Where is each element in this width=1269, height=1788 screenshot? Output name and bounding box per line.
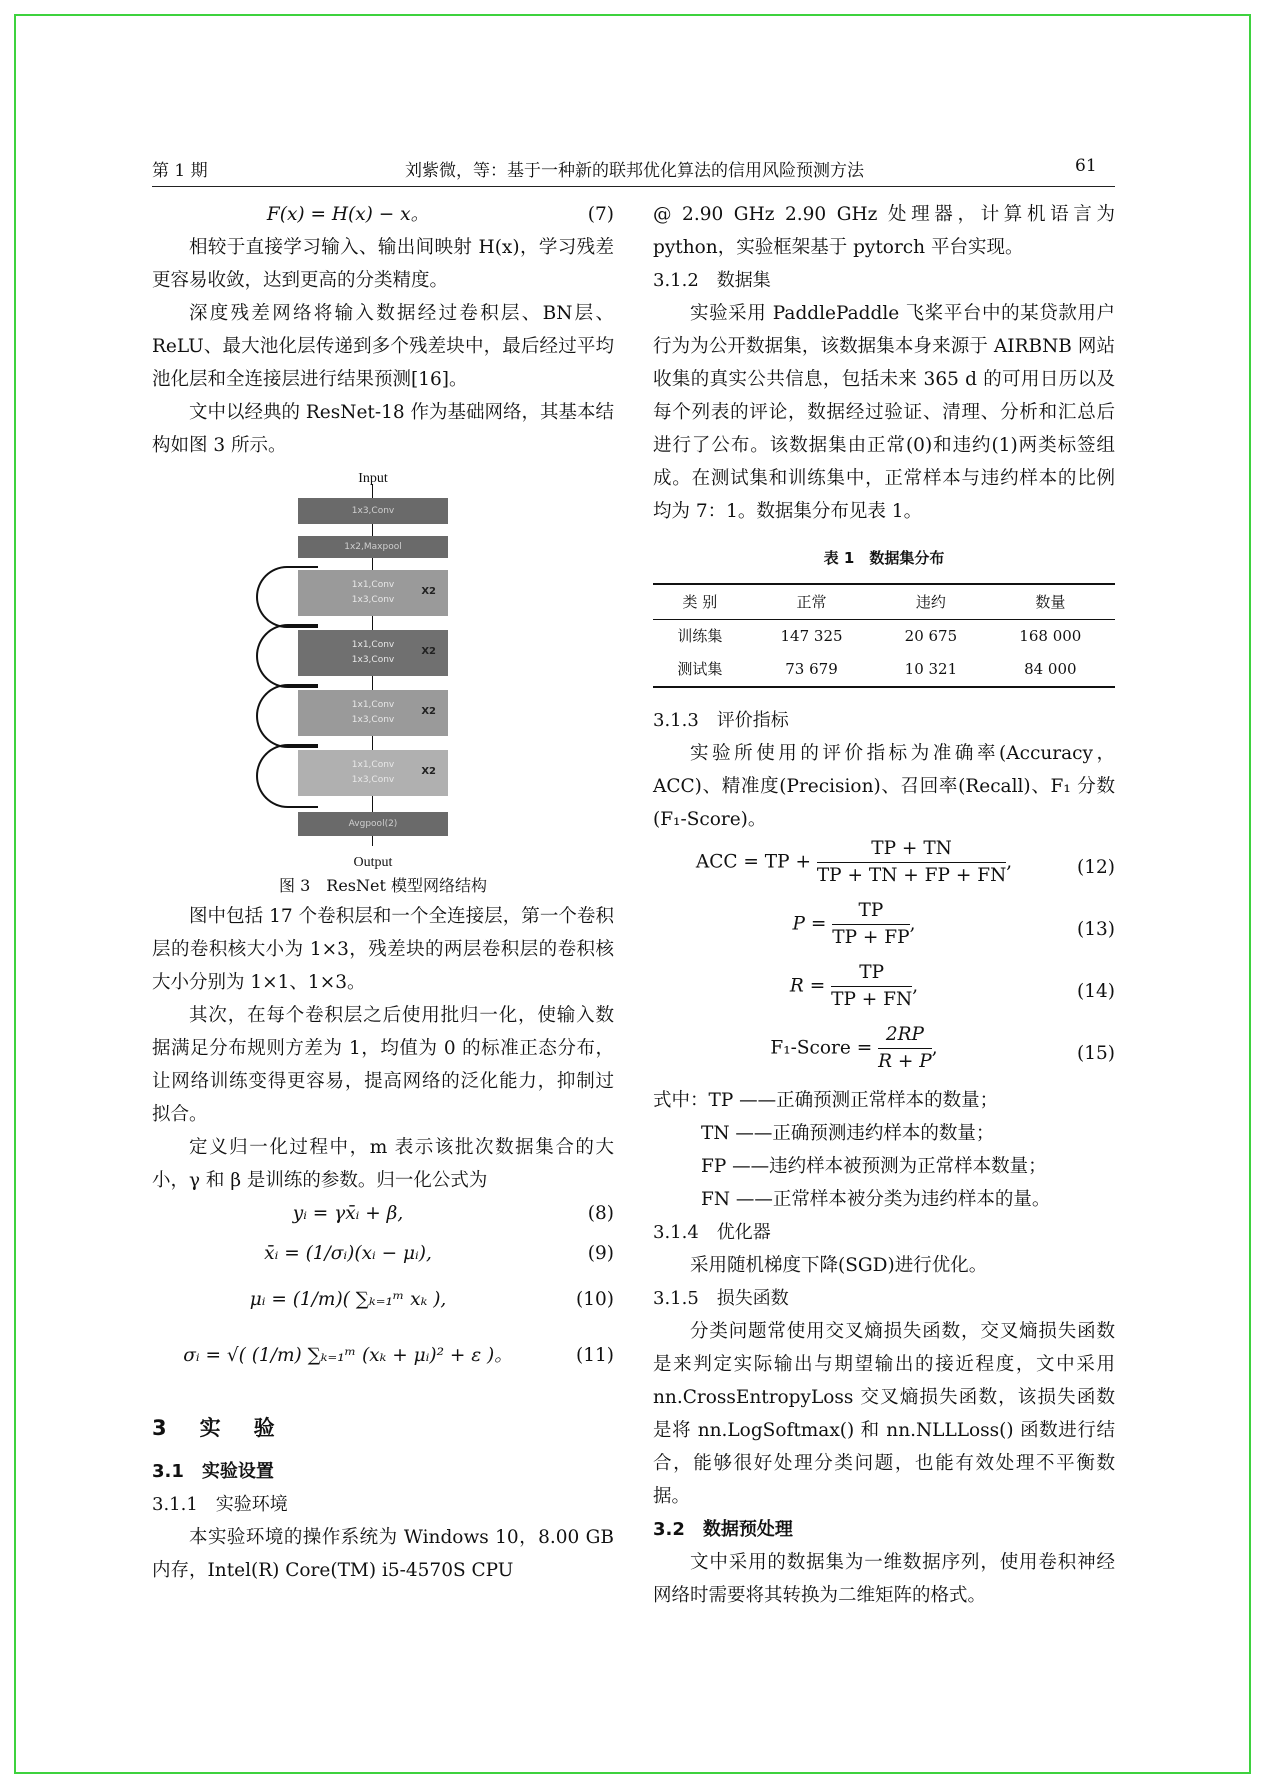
repeat-label: X2 bbox=[421, 646, 436, 657]
table-cell: 84 000 bbox=[986, 653, 1115, 687]
residual-block-4 bbox=[298, 750, 448, 796]
arrow bbox=[372, 524, 373, 536]
paragraph: @ 2.90 GHz 2.90 GHz 处理器，计算机语言为 python，实验框架基于 pytorch 平台实现。 bbox=[653, 204, 1115, 258]
table-row bbox=[653, 653, 1115, 687]
paragraph: 深度残差网络将输入数据经过卷积层、BN层、ReLU、最大池化层传递到多个残差块中，最后经过平均池化层和全连接层进行结果预测[16]。 bbox=[152, 303, 614, 390]
arrow bbox=[372, 796, 373, 812]
paragraph: 文中采用的数据集为一维数据序列，使用卷积神经网络时需要将其转换为二维矩阵的格式。 bbox=[653, 1552, 1115, 1606]
equation-7-number: (7) bbox=[587, 204, 614, 225]
section-3-2-heading: 3.2 数据预处理 bbox=[653, 1519, 793, 1540]
paragraph: 其次，在每个卷积层之后使用批归一化，使输入数据满足分布规则方差为 1，均值为 0 的标准正态分布，让网络训练变得更容易，提高网络的泛化能力，抑制过拟合。 bbox=[152, 1005, 614, 1125]
header-issue: 第 1 期 bbox=[152, 161, 208, 181]
equation-13-number: (13) bbox=[1077, 919, 1115, 940]
maxpool-block: 1x2,Maxpool bbox=[298, 536, 448, 558]
definition-fp: FP ——违约样本被预测为正常样本数量； bbox=[701, 1156, 1047, 1177]
repeat-label: X2 bbox=[421, 766, 436, 777]
equation-15-number: (15) bbox=[1077, 1043, 1115, 1064]
paragraph: 文中以经典的 ResNet-18 作为基础网络，其基本结构如图 3 所示。 bbox=[152, 402, 614, 456]
fraction-numerator: TP bbox=[832, 898, 909, 925]
fraction-denominator: R + P bbox=[878, 1051, 932, 1072]
arrow bbox=[372, 558, 373, 570]
figure-3-resnet-diagram bbox=[152, 462, 614, 872]
table-header-cell: 正常 bbox=[747, 584, 876, 620]
paragraph: 图中包括 17 个卷积层和一个全连接层，第一个卷积层的卷积核大小为 1×3，残差块的两层卷积层的卷积核大小分别为 1×1、1×3。 bbox=[152, 906, 614, 993]
equation-12-number: (12) bbox=[1077, 857, 1115, 878]
equation-10-number: (10) bbox=[576, 1289, 614, 1310]
equation-lhs: ACC = TP + bbox=[695, 851, 811, 873]
table-cell: 147 325 bbox=[780, 627, 843, 645]
equation-8 bbox=[152, 1197, 614, 1230]
table-header-cell: 数量 bbox=[986, 584, 1115, 620]
equation-7-text: F(x) = H(x) − x。 bbox=[266, 204, 430, 225]
definition-tn: TN ——正确预测违约样本的数量； bbox=[701, 1123, 995, 1144]
residual-block-label: 1x1,Conv 1x3,Conv bbox=[351, 760, 395, 785]
equation-9-number: (9) bbox=[587, 1243, 614, 1264]
conv-block: 1x3,Conv bbox=[298, 498, 448, 524]
repeat-label: X2 bbox=[421, 706, 436, 717]
equation-13: P = $\frac{TP}{TP + FP}$ , (13) bbox=[653, 898, 1115, 960]
table-cell: 测试集 bbox=[653, 653, 747, 687]
skip-connection bbox=[256, 744, 318, 808]
header-page-number: 61 bbox=[1075, 156, 1097, 176]
section-3-heading: 3 实 验 bbox=[152, 1416, 281, 1440]
equation-8-text: yᵢ = γx̄ᵢ + β, bbox=[292, 1203, 404, 1224]
equation-7 bbox=[152, 198, 614, 231]
fraction-denominator: TP + TN + FP + FN bbox=[816, 865, 1007, 886]
paragraph: 实验采用 PaddlePaddle 飞桨平台中的某贷款用户行为为公开数据集，该数据集本身来源于 AIRBNB 网站收集的真实公共信息，包括未来 365 d 的可用日历以及每个列表的评论，数据经过验证、清理、分析和汇总后进行了公布。该数据集由正常(0)和违约(1)两类标签组成。在测试集和训练集中，正常样本与违约样本的比例均为 7：1。数据集分布见表 1。 bbox=[653, 303, 1115, 522]
left-column bbox=[152, 198, 614, 1587]
skip-connection bbox=[256, 684, 318, 748]
equation-10 bbox=[152, 1276, 614, 1332]
equation-lhs: P = bbox=[792, 913, 827, 935]
table-cell: 73 679 bbox=[747, 653, 876, 687]
equation-11 bbox=[152, 1332, 614, 1392]
equation-8-number: (8) bbox=[587, 1203, 614, 1224]
skip-connection bbox=[256, 566, 318, 628]
figure-output-label: Output bbox=[353, 855, 393, 870]
residual-block-3 bbox=[298, 690, 448, 736]
right-column bbox=[653, 198, 1115, 1612]
equation-lhs: R = bbox=[789, 975, 826, 997]
arrow bbox=[372, 676, 373, 690]
table-cell: 训练集 bbox=[677, 627, 723, 645]
header-title: 刘紫微，等：基于一种新的联邦优化算法的信用风险预测方法 bbox=[405, 161, 864, 181]
fraction bbox=[878, 1022, 932, 1075]
arrow bbox=[372, 736, 373, 750]
paragraph: 实验所使用的评价指标为准确率(Accuracy，ACC)、精准度(Precision)、召回率(Recall)、F₁ 分数(F₁-Score)。 bbox=[653, 743, 1115, 830]
equation-15: F₁-Score = $\frac{2RP}{R + P}$ , (15) bbox=[653, 1022, 1115, 1084]
dataset-table bbox=[653, 583, 1115, 688]
equation-9 bbox=[152, 1230, 614, 1276]
fraction-numerator: TP bbox=[831, 960, 912, 987]
residual-block-1 bbox=[298, 570, 448, 616]
avgpool-block: Avgpool(2) bbox=[298, 812, 448, 836]
arrow bbox=[372, 836, 373, 846]
equation-9-text: x̄ᵢ = (1/σᵢ)(xᵢ − μᵢ), bbox=[264, 1243, 432, 1264]
residual-block-label: 1x1,Conv 1x3,Conv bbox=[351, 700, 395, 725]
residual-block-label: 1x1,Conv 1x3,Conv bbox=[351, 580, 395, 605]
paragraph: 分类问题常使用交叉熵损失函数，交叉熵损失函数是来判定实际输出与期望输出的接近程度，文中采用 nn.CrossEntropyLoss 交叉熵损失函数，该损失函数是将 nn.LogSoftmax() 和 nn.NLLLoss() 函数进行结合，能够很好处理分类问题，也能有效处理不平衡数据。 bbox=[653, 1321, 1115, 1507]
table-cell: 168 000 bbox=[1019, 627, 1082, 645]
arrow bbox=[372, 616, 373, 630]
table-caption: 表 1 数据集分布 bbox=[823, 549, 945, 567]
table-row bbox=[653, 620, 1115, 654]
skip-connection bbox=[256, 624, 318, 688]
table-cell: 20 675 bbox=[904, 627, 958, 645]
fraction bbox=[817, 836, 1006, 889]
equation-10-text: μᵢ = (1/m)( ∑ₖ₌₁ᵐ xₖ ), bbox=[249, 1289, 447, 1310]
fraction-numerator: 2RP bbox=[878, 1022, 932, 1049]
paragraph: 本实验环境的操作系统为 Windows 10，8.00 GB内存，Intel(R) Core(TM) i5-4570S CPU bbox=[152, 1527, 614, 1581]
equation-11-text: σᵢ = √( (1/m) ∑ₖ₌₁ᵐ (xₖ + μᵢ)² + ε )。 bbox=[183, 1345, 513, 1366]
fraction bbox=[831, 960, 912, 1013]
fraction bbox=[832, 898, 909, 951]
section-3-1-3-heading: 3.1.3 评价指标 bbox=[653, 710, 789, 731]
equation-12: ACC = TP + $\frac{TP + TN}{TP + TN + FP + FN}$ , (12) bbox=[653, 836, 1115, 898]
definition-tp: 式中：TP ——正确预测正常样本的数量； bbox=[653, 1090, 999, 1111]
fraction-denominator: TP + FN bbox=[831, 989, 913, 1010]
paragraph: 相较于直接学习输入、输出间映射 H(x)，学习残差更容易收敛，达到更高的分类精度。 bbox=[152, 237, 614, 291]
fraction-denominator: TP + FP bbox=[832, 927, 910, 948]
equation-lhs: F₁-Score = bbox=[770, 1037, 873, 1059]
figure-caption: 图 3 ResNet 模型网络结构 bbox=[279, 876, 487, 895]
residual-block-2 bbox=[298, 630, 448, 676]
paragraph: 定义归一化过程中，m 表示该批次数据集合的大小，γ 和 β 是训练的参数。归一化公式为 bbox=[152, 1137, 614, 1191]
equation-14-number: (14) bbox=[1077, 981, 1115, 1002]
header-rule bbox=[152, 186, 1115, 187]
residual-block-label: 1x1,Conv 1x3,Conv bbox=[351, 640, 395, 665]
repeat-label: X2 bbox=[421, 586, 436, 597]
paragraph: 采用随机梯度下降(SGD)进行优化。 bbox=[690, 1255, 988, 1276]
section-3-1-5-heading: 3.1.5 损失函数 bbox=[653, 1288, 789, 1309]
table-header-cell: 类 别 bbox=[653, 584, 747, 620]
equation-11-number: (11) bbox=[576, 1345, 614, 1366]
table-header-row bbox=[653, 584, 1115, 620]
table-header-cell: 违约 bbox=[876, 584, 985, 620]
table-cell: 10 321 bbox=[876, 653, 985, 687]
variable-definitions bbox=[653, 1084, 1115, 1216]
section-3-1-2-heading: 3.1.2 数据集 bbox=[653, 270, 771, 291]
figure-input-label: Input bbox=[358, 471, 388, 486]
equation-14: R = $\frac{TP}{TP + FN}$ , (14) bbox=[653, 960, 1115, 1022]
definition-fn: FN ——正常样本被分类为违约样本的量。 bbox=[701, 1189, 1051, 1210]
fraction-numerator: TP + TN bbox=[817, 836, 1006, 863]
arrow bbox=[372, 484, 373, 498]
section-3-1-heading: 3.1 实验设置 bbox=[152, 1461, 274, 1482]
section-3-1-1-heading: 3.1.1 实验环境 bbox=[152, 1494, 288, 1515]
section-3-1-4-heading: 3.1.4 优化器 bbox=[653, 1222, 771, 1243]
